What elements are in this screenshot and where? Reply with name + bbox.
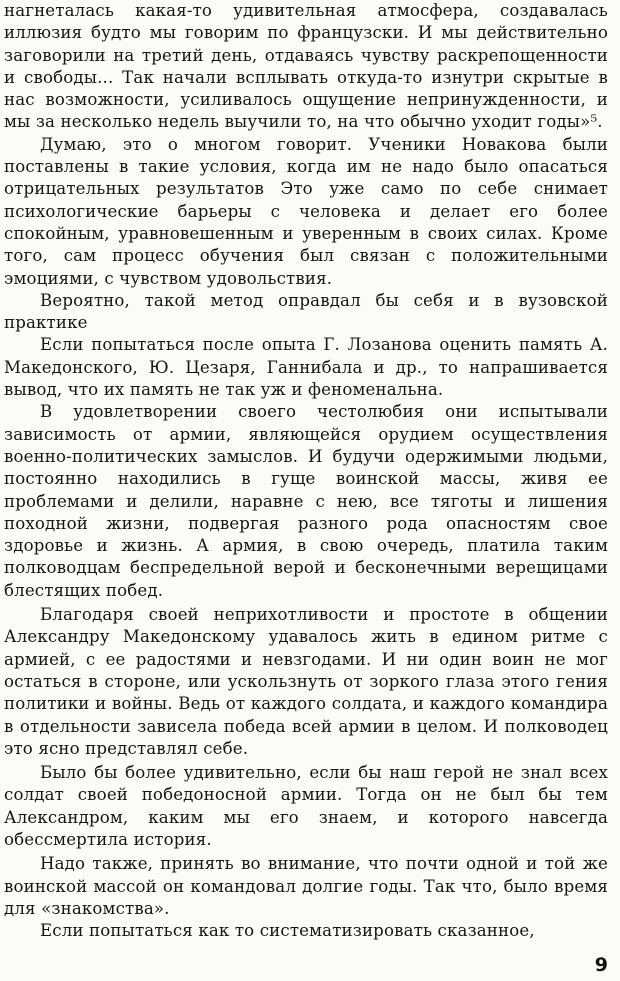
paragraph-6: Благодаря своей неприхотливости и простоте в общении Александру Македонскому удавалось жить в едином ритме с армией, с ее радостями и невзгодами. И ни один воин не мог остаться в стороне, или ускользнуть от зоркого глаза этого гения политики и войны. Ведь от каждого солдата, и каждого командира в отдельности зависела победа всей армии в целом. И полководец это ясно представлял себе.	[4, 605, 608, 758]
paragraph-7: Было бы более удивительно, если бы наш герой не знал всех солдат своей победоносной армии. Тогда он не был бы тем Александром, каким мы его знаем, и которого навсегда обессмертила история.	[4, 763, 608, 849]
page-number: 9	[594, 954, 608, 976]
body-text	[4, 0, 608, 942]
paragraph-4: Если попытаться после опыта Г. Лозанова оценить память А. Македонского, Ю. Цезаря, Ганнибала и др., то напрашивается вывод, что их память не так уж и феноменальна.	[4, 335, 608, 400]
paragraph-8: Надо также, принять во внимание, что почти одной и той же воинской массой он командовал долгие годы. Так что, было время для «знакомства».	[4, 854, 608, 918]
paragraph-2: Думаю, это о многом говорит. Ученики Новакова были поставлены в такие условия, когда им не надо было опасаться отрицательных результатов Это уже само по себе снимает психологические барьеры с человека и делает его более спокойным, уравновешенным и уверенным в своих силах. Кроме того, сам процесс обучения был связан с положительными эмоциями, с чувством удовольствия.	[4, 134, 608, 288]
paragraph-5: В удовлетворении своего честолюбия они испытывали зависимость от армии, являющейся орудием осуществления военно-политических замыслов. И будучи одержимыми людьми, постоянно находились в гуще воинской массы, живя ее проблемами и делили, наравне с нею, все тяготы и лишения походной жизни, подвергая разного рода опасностям свое здоровье и жизнь. А армия, в свою очередь, платила таким полководцам беспредельной верой и бесконечными верещицами блестящих побед.	[4, 402, 608, 600]
paragraph-9: Если попытаться как то систематизировать сказанное,	[40, 921, 535, 941]
paragraph-1: нагнеталась какая-то удивительная атмосфера, создавалась иллюзия будто мы говорим по французски. И мы действительно заговорили на третий день, отдаваясь чувству раскрепощенности и свободы... Так начали всплывать откуда-то изнутри скрытые в нас возможности, усиливалось ощущение непринужденности, и мы за несколько недель выучили то, на что обычно уходит годы»⁵.	[4, 1, 608, 132]
paragraph-3: Вероятно, такой метод оправдал бы себя и в вузовской практике	[4, 290, 608, 333]
